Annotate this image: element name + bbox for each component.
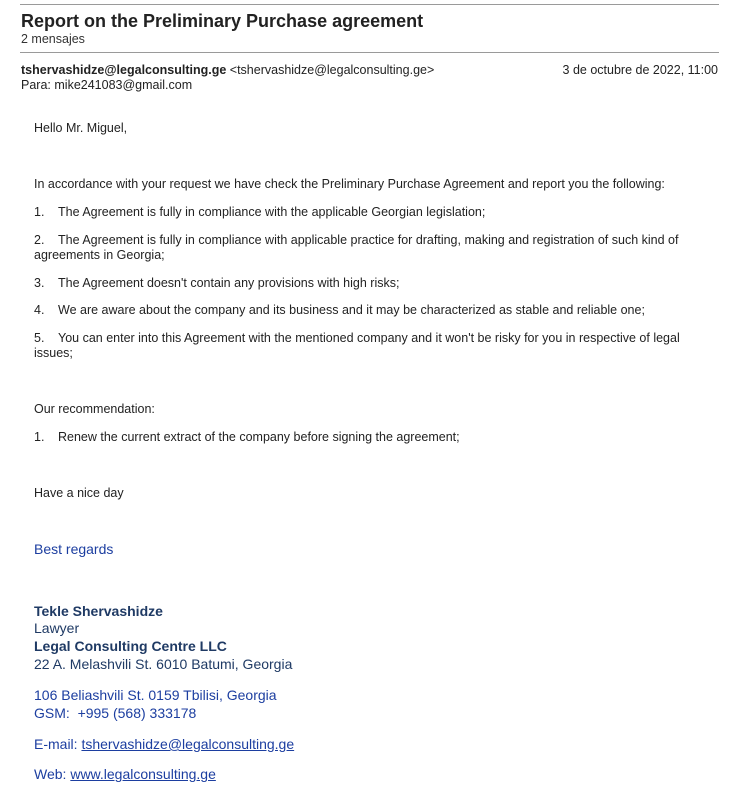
recipient-line bbox=[21, 78, 192, 92]
signature-title: Lawyer bbox=[34, 620, 80, 636]
signature-name: Tekle Shervashidze bbox=[34, 603, 163, 619]
to-email[interactable]: mike241083@gmail.com bbox=[54, 78, 193, 92]
finding-item bbox=[34, 303, 713, 318]
finding-text: The Agreement is fully in compliance with applicable practice for drafting, making and registration of such kind of agreements in Georgia; bbox=[34, 233, 679, 262]
header-divider bbox=[20, 52, 719, 53]
gsm-label: GSM: bbox=[34, 705, 70, 721]
signature-web bbox=[34, 766, 216, 782]
top-divider bbox=[20, 4, 719, 5]
message-count: 2 mensajes bbox=[21, 32, 85, 46]
finding-text: The Agreement doesn't contain any provisions with high risks; bbox=[58, 276, 400, 290]
greeting: Hello Mr. Miguel, bbox=[34, 121, 128, 135]
recommendation-item bbox=[34, 430, 713, 445]
signature-address-tbilisi: 106 Beliashvili St. 0159 Tbilisi, Georgia bbox=[34, 687, 277, 703]
finding-text: The Agreement is fully in compliance with the applicable Georgian legislation; bbox=[58, 205, 486, 219]
signature-email bbox=[34, 736, 294, 752]
web-label: Web: bbox=[34, 766, 67, 782]
email-link[interactable]: tshervashidze@legalconsulting.ge bbox=[81, 736, 295, 752]
finding-number: 2. bbox=[34, 233, 45, 247]
email-date: 3 de octubre de 2022, 11:00 bbox=[562, 63, 718, 77]
best-regards: Best regards bbox=[34, 541, 114, 557]
finding-number: 4. bbox=[34, 303, 45, 317]
finding-number: 3. bbox=[34, 276, 45, 290]
finding-item bbox=[34, 205, 713, 220]
sender-line bbox=[21, 63, 434, 77]
finding-item bbox=[34, 331, 713, 361]
finding-item bbox=[34, 233, 713, 263]
recommendation-number: 1. bbox=[34, 430, 45, 444]
web-link[interactable]: www.legalconsulting.ge bbox=[70, 766, 216, 782]
intro-paragraph: In accordance with your request we have check the Preliminary Purchase Agreement and report you the following: bbox=[34, 177, 665, 191]
recommendation-heading: Our recommendation: bbox=[34, 402, 155, 416]
email-label: E-mail: bbox=[34, 736, 78, 752]
signature-gsm bbox=[34, 705, 196, 721]
finding-number: 1. bbox=[34, 205, 45, 219]
closing-line: Have a nice day bbox=[34, 486, 124, 500]
sender-email: <tshervashidze@legalconsulting.ge> bbox=[229, 63, 435, 77]
recommendation-text: Renew the current extract of the company before signing the agreement; bbox=[58, 430, 460, 444]
gsm-number: +995 (568) 333178 bbox=[77, 705, 197, 721]
email-subject: Report on the Preliminary Purchase agreement bbox=[21, 11, 424, 31]
finding-item bbox=[34, 276, 713, 291]
to-label: Para: bbox=[21, 78, 51, 92]
sender-name[interactable]: tshervashidze@legalconsulting.ge bbox=[21, 63, 227, 77]
finding-text: We are aware about the company and its business and it may be characterized as stable and reliable one; bbox=[58, 303, 645, 317]
finding-text: You can enter into this Agreement with the mentioned company and it won't be risky for you in respective of legal issues; bbox=[34, 331, 680, 360]
signature-address-batumi: 22 A. Melashvili St. 6010 Batumi, Georgia bbox=[34, 656, 293, 672]
finding-number: 5. bbox=[34, 331, 45, 345]
signature-company: Legal Consulting Centre LLC bbox=[34, 638, 227, 654]
